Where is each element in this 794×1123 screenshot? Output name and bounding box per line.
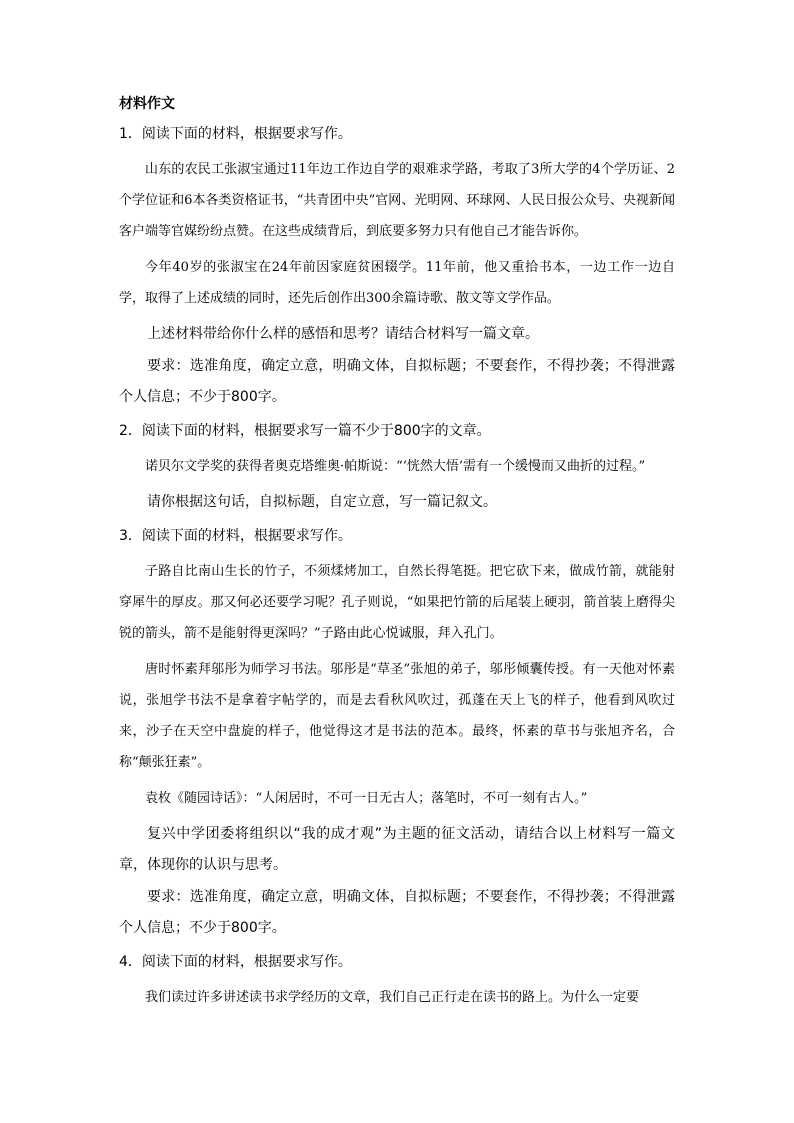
writing-requirement: 要求：选准角度，确定立意，明确文体，自拟标题；不要套作，不得抄袭；不得泄露个人信息；不少于800字。	[119, 358, 675, 405]
document-page	[119, 92, 675, 1018]
question-2	[119, 419, 675, 518]
question-1	[119, 122, 675, 413]
material-paragraph: 子路自比南山生长的竹子，不须煣烤加工，自然长得笔挺。把它砍下来，做成竹箭，就能射穿犀牛的厚皮。那又何必还要学习呢？孔子则说，“如果把竹箭的后尾装上硬羽，箭首装上磨得尖锐的箭头，箭不是能射得更深吗？”子路由此心悦诚服，拜入孔门。	[119, 564, 675, 641]
section-title: 材料作文	[119, 96, 175, 112]
material-paragraph: 袁枚《随园诗话》：“人闲居时，不可一日无古人；落笔时，不可一刻有古人。”	[145, 791, 588, 806]
question-heading: 4．阅读下面的材料，根据要求写作。	[119, 954, 352, 970]
question-4	[119, 950, 675, 1013]
question-heading: 2．阅读下面的材料，根据要求写一篇不少于800字的文章。	[119, 423, 491, 439]
material-paragraph: 我们读过许多讲述读书求学经历的文章，我们自己正行走在读书的路上。为什么一定要	[145, 990, 640, 1005]
material-paragraph: 唐时怀素拜邬彤为师学习书法。邬彤是“草圣”张旭的弟子，邬彤倾囊传授。有一天他对怀素说，张旭学书法不是拿着字帖学的，而是去看秋风吹过，孤蓬在天上飞的样子，他看到风吹过来，沙子在天空中盘旋的样子，他觉得这才是书法的范本。最终，怀素的草书与张旭齐名，合称“颠张狂素”。	[119, 662, 675, 770]
material-paragraph: 山东的农民工张淑宝通过11年边工作边自学的艰难求学路，考取了3所大学的4个学历证、2个学位证和6本各类资格证书，“共青团中央”官网、光明网、环球网、人民日报公众号、央视新闻客户端等官媒纷纷点赞。在这些成绩背后，到底要多努力只有他自己才能告诉你。	[119, 162, 675, 239]
writing-prompt: 上述材料带给你什么样的感悟和思考？请结合材料写一篇文章。	[147, 326, 539, 342]
question-heading: 3．阅读下面的材料，根据要求写作。	[119, 528, 352, 544]
writing-requirement: 要求：选准角度，确定立意，明确文体，自拟标题；不要套作，不得抄袭；不得泄露个人信息；不少于800字。	[119, 889, 675, 936]
writing-prompt: 请你根据这句话，自拟标题，自定立意，写一篇记叙文。	[147, 494, 497, 510]
question-3	[119, 524, 675, 944]
question-heading: 1．阅读下面的材料，根据要求写作。	[119, 126, 352, 142]
material-paragraph: 今年40岁的张淑宝在24年前因家庭贫困辍学。11年前，他又重拾书本，一边工作一边自学，取得了上述成绩的同时，还先后创作出300余篇诗歌、散文等文学作品。	[119, 260, 675, 306]
writing-prompt: 复兴中学团委将组织以“我的成才观”为主题的征文活动，请结合以上材料写一篇文章，体现你的认识与思考。	[119, 826, 675, 873]
material-paragraph: 诺贝尔文学奖的获得者奥克塔维奥·帕斯说：“‘恍然大悟’需有一个缓慢而又曲折的过程。”	[145, 459, 646, 474]
